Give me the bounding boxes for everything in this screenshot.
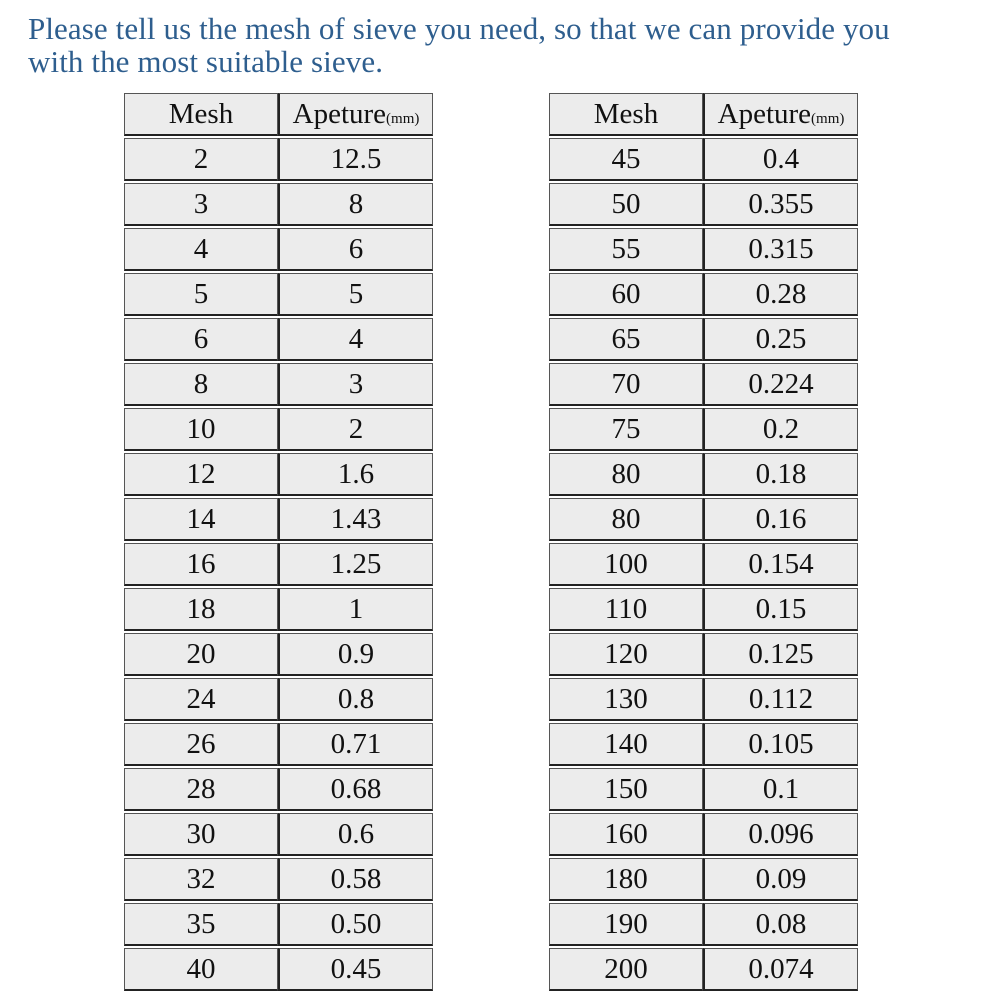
aperture-cell: 2 <box>278 408 433 451</box>
table-row <box>124 633 433 676</box>
sieve-table-left <box>124 91 433 993</box>
mesh-cell: 32 <box>124 858 278 901</box>
aperture-cell: 1.43 <box>278 498 433 541</box>
aperture-unit: (mm) <box>386 110 420 127</box>
mesh-cell: 75 <box>549 408 703 451</box>
aperture-header-label: Apeture <box>717 97 812 130</box>
table-row <box>124 813 433 856</box>
mesh-cell: 16 <box>124 543 278 586</box>
mesh-cell: 140 <box>549 723 703 766</box>
aperture-cell: 6 <box>278 228 433 271</box>
aperture-cell: 0.58 <box>278 858 433 901</box>
table-row <box>549 498 858 541</box>
table-row <box>124 453 433 496</box>
aperture-cell: 0.45 <box>278 948 433 991</box>
mesh-cell: 40 <box>124 948 278 991</box>
aperture-cell: 0.9 <box>278 633 433 676</box>
mesh-header-label: Mesh <box>168 97 234 130</box>
aperture-cell: 0.6 <box>278 813 433 856</box>
aperture-cell: 0.08 <box>703 903 858 946</box>
table-row <box>124 543 433 586</box>
mesh-cell: 80 <box>549 498 703 541</box>
table-row <box>549 948 858 991</box>
table-row <box>124 363 433 406</box>
mesh-header-label: Mesh <box>593 97 659 130</box>
table-row <box>124 498 433 541</box>
aperture-cell: 0.125 <box>703 633 858 676</box>
table-row <box>549 228 858 271</box>
mesh-cell: 110 <box>549 588 703 631</box>
mesh-cell: 65 <box>549 318 703 361</box>
aperture-cell: 5 <box>278 273 433 316</box>
aperture-cell: 8 <box>278 183 433 226</box>
mesh-cell: 8 <box>124 363 278 406</box>
table-row <box>549 138 858 181</box>
mesh-header <box>124 93 278 136</box>
aperture-cell: 0.4 <box>703 138 858 181</box>
mesh-cell: 70 <box>549 363 703 406</box>
aperture-cell: 0.71 <box>278 723 433 766</box>
aperture-cell: 0.18 <box>703 453 858 496</box>
intro-line-1: Please tell us the mesh of sieve you need, so that we can provide you <box>28 11 890 46</box>
mesh-cell: 14 <box>124 498 278 541</box>
mesh-cell: 10 <box>124 408 278 451</box>
mesh-cell: 35 <box>124 903 278 946</box>
aperture-cell: 0.8 <box>278 678 433 721</box>
mesh-cell: 130 <box>549 678 703 721</box>
header-row <box>549 93 858 136</box>
table-row <box>124 903 433 946</box>
table-row <box>124 408 433 451</box>
mesh-cell: 2 <box>124 138 278 181</box>
mesh-cell: 28 <box>124 768 278 811</box>
aperture-cell: 0.154 <box>703 543 858 586</box>
table-row <box>124 948 433 991</box>
aperture-cell: 0.09 <box>703 858 858 901</box>
mesh-cell: 5 <box>124 273 278 316</box>
aperture-cell: 0.074 <box>703 948 858 991</box>
intro-line-2: with the most suitable sieve. <box>28 44 384 79</box>
mesh-cell: 4 <box>124 228 278 271</box>
table-row <box>549 858 858 901</box>
table-row <box>549 363 858 406</box>
mesh-cell: 18 <box>124 588 278 631</box>
aperture-cell: 1.6 <box>278 453 433 496</box>
aperture-cell: 4 <box>278 318 433 361</box>
aperture-cell: 0.096 <box>703 813 858 856</box>
mesh-cell: 200 <box>549 948 703 991</box>
mesh-cell: 45 <box>549 138 703 181</box>
aperture-cell: 1.25 <box>278 543 433 586</box>
mesh-cell: 12 <box>124 453 278 496</box>
mesh-cell: 30 <box>124 813 278 856</box>
table-row <box>549 543 858 586</box>
mesh-cell: 20 <box>124 633 278 676</box>
aperture-header <box>703 93 858 136</box>
table-row <box>124 678 433 721</box>
table-row <box>549 813 858 856</box>
table-row <box>549 903 858 946</box>
table-row <box>124 318 433 361</box>
aperture-cell: 0.28 <box>703 273 858 316</box>
aperture-cell: 0.112 <box>703 678 858 721</box>
aperture-cell: 0.105 <box>703 723 858 766</box>
aperture-cell: 0.355 <box>703 183 858 226</box>
table-row <box>124 858 433 901</box>
aperture-cell: 12.5 <box>278 138 433 181</box>
table-row <box>549 678 858 721</box>
mesh-cell: 3 <box>124 183 278 226</box>
mesh-header <box>549 93 703 136</box>
mesh-cell: 150 <box>549 768 703 811</box>
mesh-cell: 120 <box>549 633 703 676</box>
table-row <box>549 453 858 496</box>
header-row <box>124 93 433 136</box>
aperture-cell: 3 <box>278 363 433 406</box>
mesh-cell: 190 <box>549 903 703 946</box>
aperture-cell: 0.224 <box>703 363 858 406</box>
table-row <box>549 768 858 811</box>
table-row <box>124 768 433 811</box>
aperture-cell: 0.1 <box>703 768 858 811</box>
table-row <box>549 183 858 226</box>
aperture-cell: 0.15 <box>703 588 858 631</box>
table-row <box>549 408 858 451</box>
table-row <box>549 318 858 361</box>
intro-text <box>28 12 988 78</box>
aperture-cell: 1 <box>278 588 433 631</box>
aperture-cell: 0.16 <box>703 498 858 541</box>
mesh-cell: 80 <box>549 453 703 496</box>
mesh-cell: 60 <box>549 273 703 316</box>
mesh-cell: 26 <box>124 723 278 766</box>
table-row <box>549 588 858 631</box>
table-row <box>124 183 433 226</box>
mesh-cell: 55 <box>549 228 703 271</box>
mesh-cell: 100 <box>549 543 703 586</box>
aperture-cell: 0.2 <box>703 408 858 451</box>
mesh-cell: 24 <box>124 678 278 721</box>
aperture-cell: 0.68 <box>278 768 433 811</box>
table-row <box>124 228 433 271</box>
aperture-unit: (mm) <box>811 110 845 127</box>
table-row <box>124 273 433 316</box>
table-row <box>549 723 858 766</box>
mesh-cell: 50 <box>549 183 703 226</box>
aperture-header <box>278 93 433 136</box>
mesh-cell: 180 <box>549 858 703 901</box>
mesh-cell: 6 <box>124 318 278 361</box>
aperture-cell: 0.50 <box>278 903 433 946</box>
aperture-header-label: Apeture <box>292 97 387 130</box>
table-row <box>124 723 433 766</box>
sieve-table-right <box>549 91 858 993</box>
aperture-cell: 0.25 <box>703 318 858 361</box>
mesh-cell: 160 <box>549 813 703 856</box>
table-row <box>549 633 858 676</box>
table-row <box>124 588 433 631</box>
table-row <box>549 273 858 316</box>
table-row <box>124 138 433 181</box>
aperture-cell: 0.315 <box>703 228 858 271</box>
